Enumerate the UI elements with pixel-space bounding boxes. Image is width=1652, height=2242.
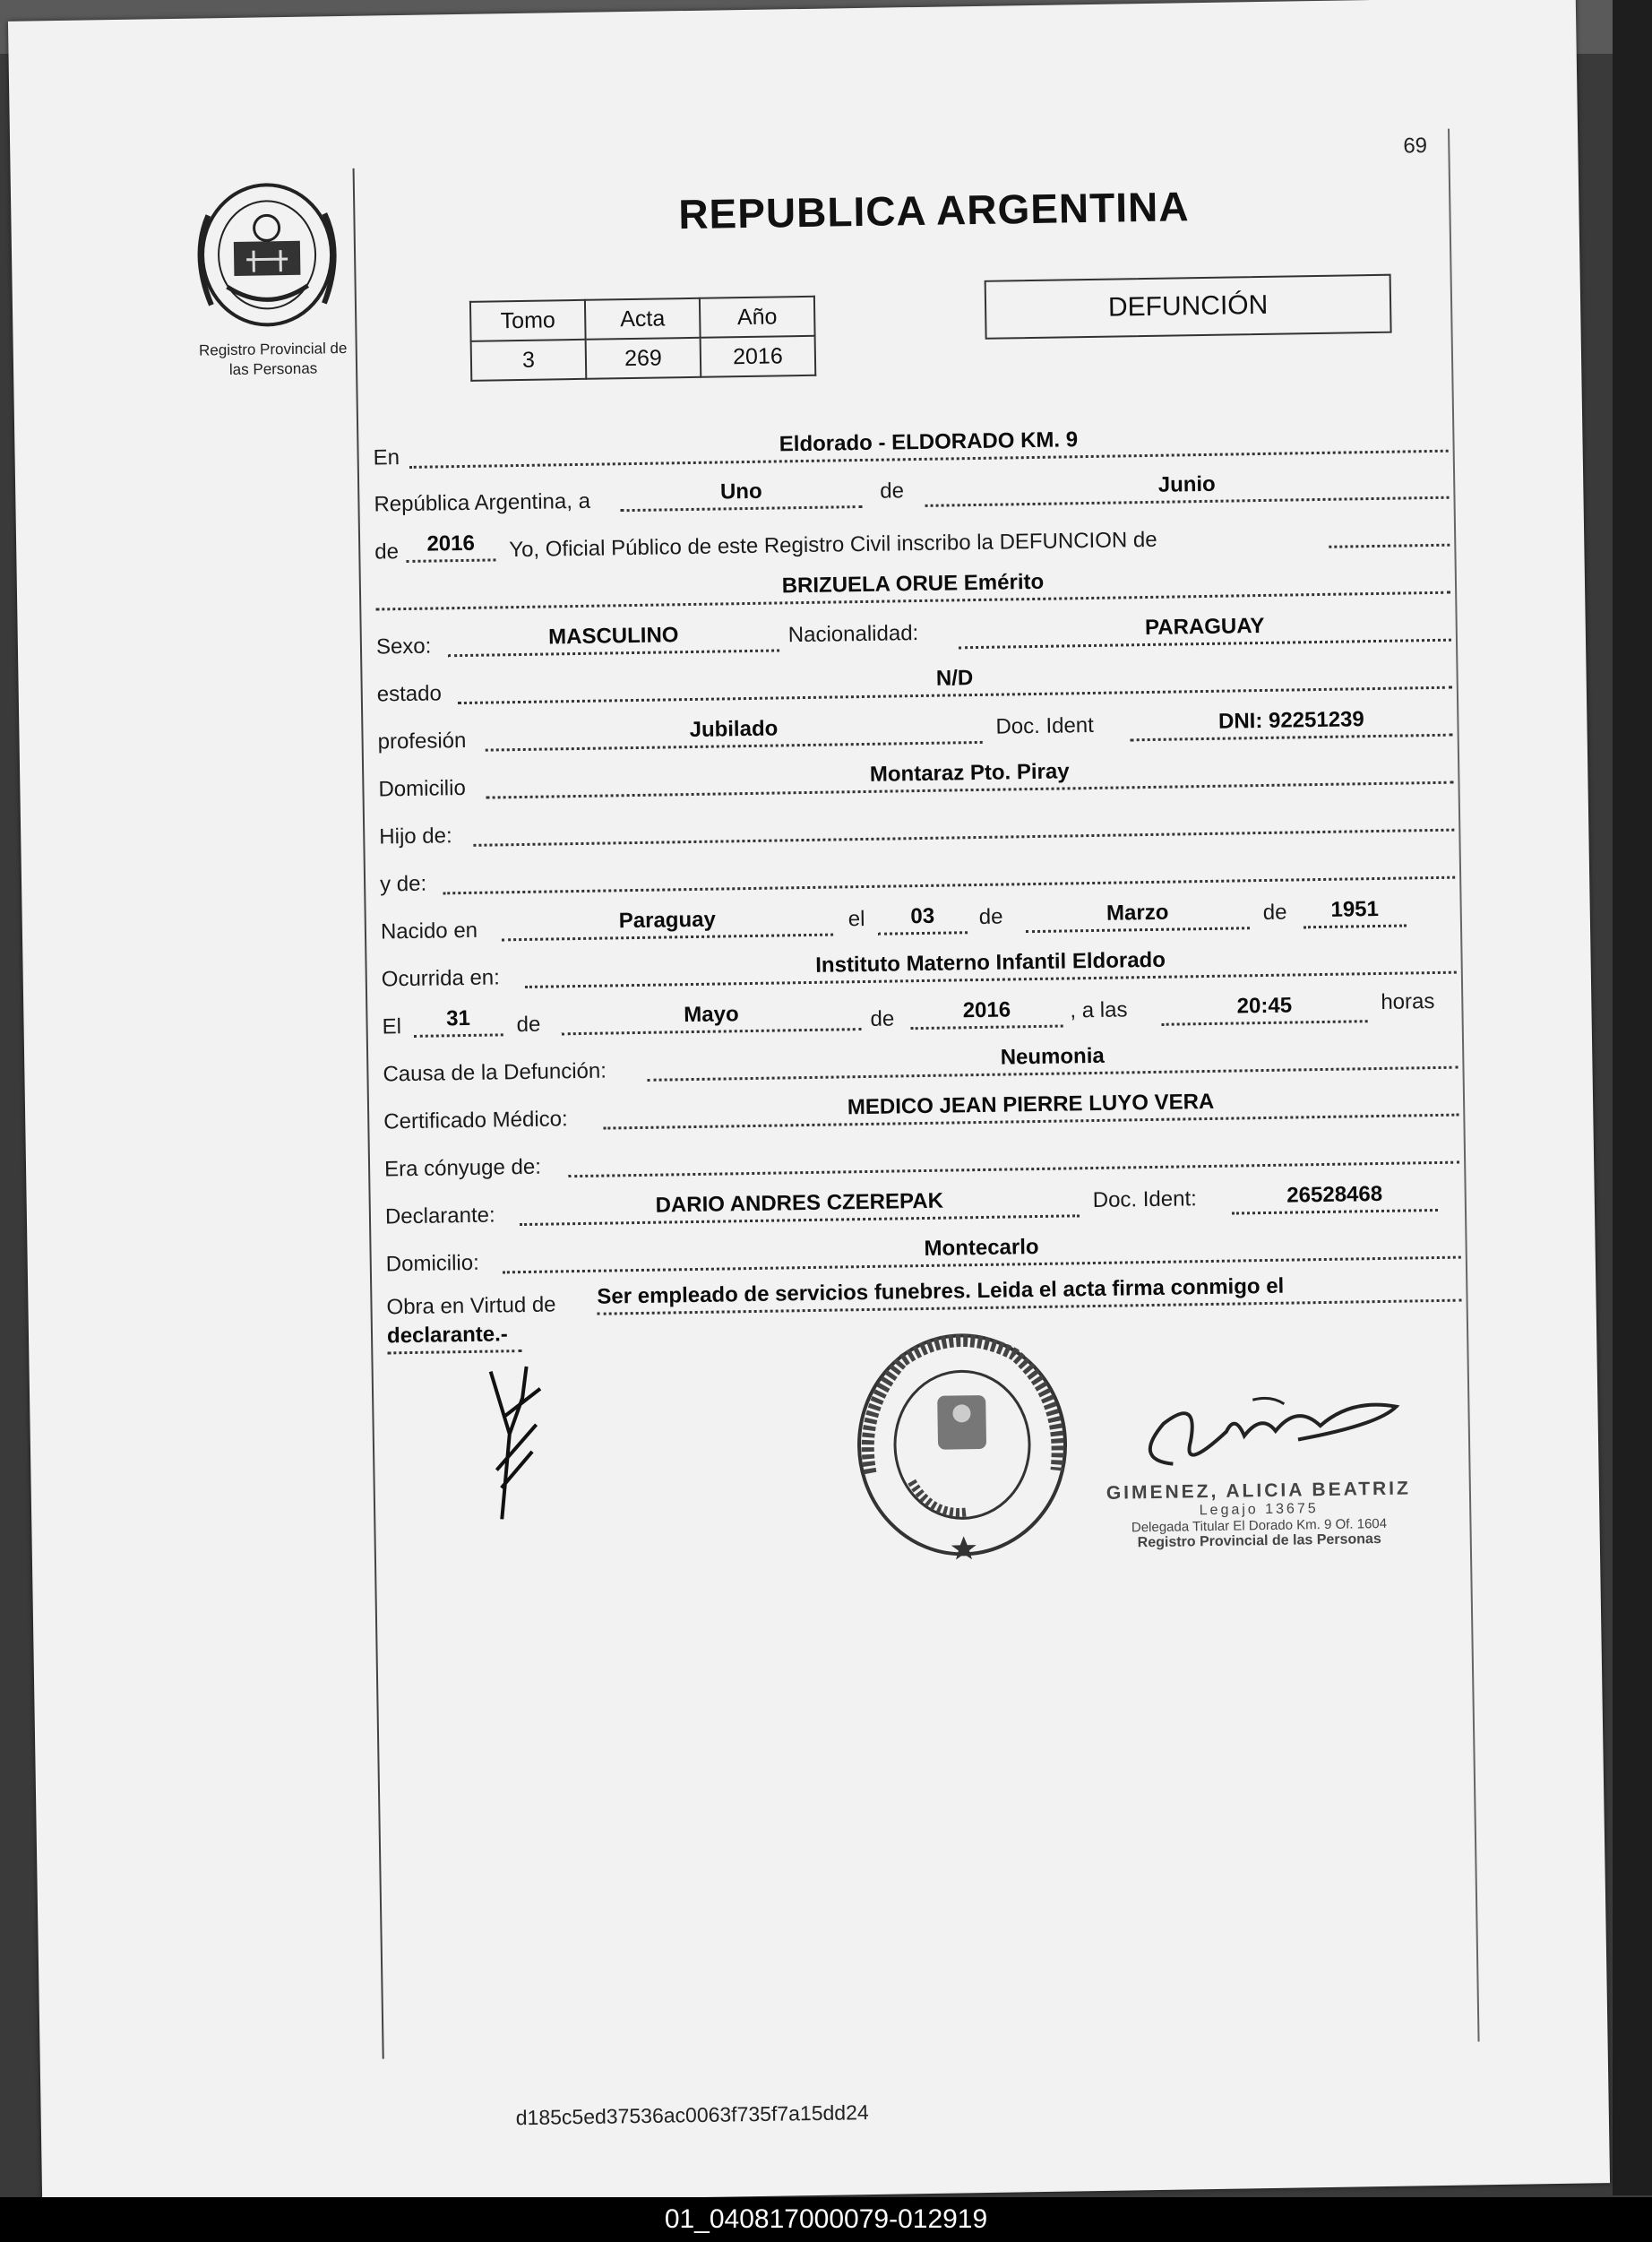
field-label: de bbox=[1262, 900, 1287, 926]
field-line-causa bbox=[383, 1037, 1458, 1090]
field-label: República Argentina, a bbox=[374, 488, 591, 517]
field-label: de bbox=[880, 479, 905, 504]
field-value: 31 bbox=[445, 1005, 471, 1031]
field-line-fecha-defuncion bbox=[382, 989, 1457, 1042]
field-line-nacimiento bbox=[381, 894, 1456, 947]
field-line-sexo bbox=[376, 609, 1451, 662]
field-line-profesion bbox=[377, 704, 1452, 757]
field-value: 2016 bbox=[426, 530, 476, 556]
field-line-declarante bbox=[385, 1179, 1460, 1232]
registry-seal bbox=[848, 1326, 1076, 1563]
field-line-hijo-de bbox=[379, 799, 1454, 852]
field-label: de bbox=[978, 904, 1003, 929]
field-value: PARAGUAY bbox=[1144, 613, 1265, 641]
table-row bbox=[470, 297, 815, 341]
official-signature bbox=[1127, 1384, 1415, 1478]
scan-background-right bbox=[1613, 0, 1652, 2195]
official-registry: Registro Provincial de las Personas bbox=[1137, 1531, 1381, 1551]
field-label: Ocurrida en: bbox=[381, 965, 501, 992]
field-label: horas bbox=[1381, 989, 1435, 1014]
field-label: El bbox=[382, 1014, 402, 1039]
registry-name bbox=[166, 338, 382, 381]
field-value: Junio bbox=[1157, 471, 1216, 497]
file-id-bar: 01_040817000079-012919 bbox=[0, 2197, 1652, 2242]
table-header-tomo: Tomo bbox=[470, 300, 586, 341]
record-type-box: DEFUNCIÓN bbox=[985, 274, 1392, 340]
declarant-signature bbox=[473, 1362, 556, 1520]
field-label: Doc. Ident bbox=[995, 712, 1095, 739]
official-legajo: Legajo 13675 bbox=[1199, 1501, 1319, 1519]
field-value: Mayo bbox=[684, 1002, 739, 1028]
field-line-obra-continuacion bbox=[387, 1319, 567, 1358]
field-line-y-de bbox=[380, 847, 1455, 900]
table-cell-acta: 269 bbox=[586, 338, 701, 379]
table-cell-tomo: 3 bbox=[471, 340, 587, 381]
page-number: 69 bbox=[1403, 134, 1428, 159]
dotted-line bbox=[443, 876, 1455, 895]
field-label: Domicilio: bbox=[385, 1250, 479, 1277]
field-label: Doc. Ident: bbox=[1092, 1186, 1198, 1213]
table-cell-anio: 2016 bbox=[701, 336, 816, 377]
table-header-acta: Acta bbox=[585, 298, 701, 340]
field-value: Neumonia bbox=[1000, 1043, 1105, 1070]
field-label: Hijo de: bbox=[379, 824, 452, 849]
field-value: Uno bbox=[719, 479, 762, 504]
dotted-line bbox=[1329, 544, 1450, 548]
table-row bbox=[471, 336, 816, 381]
field-label: de bbox=[870, 1006, 895, 1031]
field-value: Instituto Materno Infantil Eldorado bbox=[815, 947, 1166, 978]
field-label: Declarante: bbox=[384, 1203, 495, 1229]
field-label: el bbox=[848, 906, 865, 932]
field-value: 2016 bbox=[962, 997, 1011, 1023]
dotted-line bbox=[406, 558, 495, 563]
field-value: MASCULINO bbox=[547, 623, 679, 650]
dotted-line bbox=[1026, 927, 1250, 933]
field-value: Ser empleado de servicios funebres. Leida el acta firma conmigo el bbox=[597, 1273, 1285, 1309]
dotted-line bbox=[414, 1033, 503, 1038]
field-label: Nacido en bbox=[380, 918, 478, 944]
dotted-line bbox=[387, 1350, 521, 1354]
field-label: Nacionalidad: bbox=[787, 621, 919, 648]
dotted-line bbox=[878, 931, 968, 936]
field-value bbox=[443, 874, 1455, 890]
field-line-ocurrida bbox=[381, 942, 1456, 995]
field-line-nombre bbox=[375, 562, 1450, 615]
field-label: Certificado Médico: bbox=[383, 1107, 568, 1134]
registry-name-line1: Registro Provincial de bbox=[198, 339, 348, 359]
dotted-line bbox=[473, 829, 1454, 847]
official-position: Delegada Titular El Dorado Km. 9 Of. 1604 bbox=[1131, 1515, 1388, 1536]
field-value: MEDICO JEAN PIERRE LUYO VERA bbox=[847, 1089, 1215, 1120]
field-value bbox=[473, 826, 1454, 841]
field-label: Yo, Oficial Público de este Registro Civil inscribo la DEFUNCION de bbox=[509, 527, 1157, 563]
field-label: profesión bbox=[377, 728, 467, 755]
field-label: de bbox=[374, 539, 400, 565]
field-label: y de: bbox=[379, 871, 427, 897]
field-line-certificado bbox=[383, 1084, 1458, 1137]
field-line-obra-en-virtud bbox=[386, 1270, 1461, 1323]
field-label: , a las bbox=[1070, 997, 1128, 1023]
field-value: 03 bbox=[910, 903, 935, 929]
field-value: 20:45 bbox=[1236, 993, 1293, 1019]
certificate-page bbox=[8, 0, 1610, 2208]
field-label: de bbox=[516, 1012, 541, 1038]
field-label: Era cónyuge de: bbox=[383, 1154, 542, 1182]
field-line-anio-inscripcion bbox=[374, 514, 1450, 567]
page-title: REPUBLICA ARGENTINA bbox=[677, 183, 1190, 238]
field-value: Montaraz Pto. Piray bbox=[869, 759, 1070, 787]
dotted-line bbox=[911, 1025, 1063, 1030]
document-hash: d185c5ed37536ac0063f735f7a15dd24 bbox=[515, 2100, 869, 2130]
province-coat-of-arms-logo bbox=[190, 177, 345, 332]
field-label: estado bbox=[376, 681, 443, 707]
official-stamp bbox=[1071, 1478, 1448, 1553]
field-value: Montecarlo bbox=[924, 1234, 1039, 1261]
field-label: Domicilio bbox=[378, 775, 467, 802]
dotted-line bbox=[1304, 924, 1407, 928]
field-line-fecha bbox=[374, 467, 1449, 520]
dotted-line bbox=[568, 1161, 1459, 1178]
field-value: DNI: 92251239 bbox=[1217, 707, 1364, 734]
field-value: declarante.- bbox=[386, 1322, 508, 1349]
field-value: N/D bbox=[935, 666, 974, 691]
dotted-line bbox=[1232, 1209, 1438, 1215]
dotted-line bbox=[1162, 1020, 1368, 1026]
field-value: Jubilado bbox=[689, 716, 779, 743]
official-name: GIMENEZ, ALICIA BEATRIZ bbox=[1106, 1478, 1412, 1504]
field-label: Causa de la Defunción: bbox=[383, 1058, 607, 1087]
field-value: 26528468 bbox=[1286, 1181, 1383, 1208]
field-value: Eldorado - ELDORADO KM. 9 bbox=[779, 427, 1079, 457]
field-label: Obra en Virtud de bbox=[386, 1292, 556, 1320]
deceased-name: BRIZUELA ORUE Emérito bbox=[781, 569, 1045, 599]
dotted-line bbox=[621, 505, 863, 512]
field-value: 1951 bbox=[1330, 896, 1380, 922]
field-label: Sexo: bbox=[375, 634, 432, 660]
field-line-conyuge bbox=[384, 1132, 1459, 1185]
field-line-estado bbox=[376, 657, 1451, 710]
field-value: DARIO ANDRES CZEREPAK bbox=[655, 1188, 944, 1218]
field-value: Marzo bbox=[1106, 900, 1169, 926]
table-header-anio: Año bbox=[700, 297, 815, 338]
field-value: Paraguay bbox=[618, 907, 717, 934]
field-line-lugar bbox=[373, 420, 1448, 473]
book-reference-table bbox=[469, 296, 816, 382]
field-label: En bbox=[373, 445, 400, 470]
field-line-domicilio bbox=[378, 752, 1453, 805]
registry-name-line2: las Personas bbox=[228, 359, 318, 379]
